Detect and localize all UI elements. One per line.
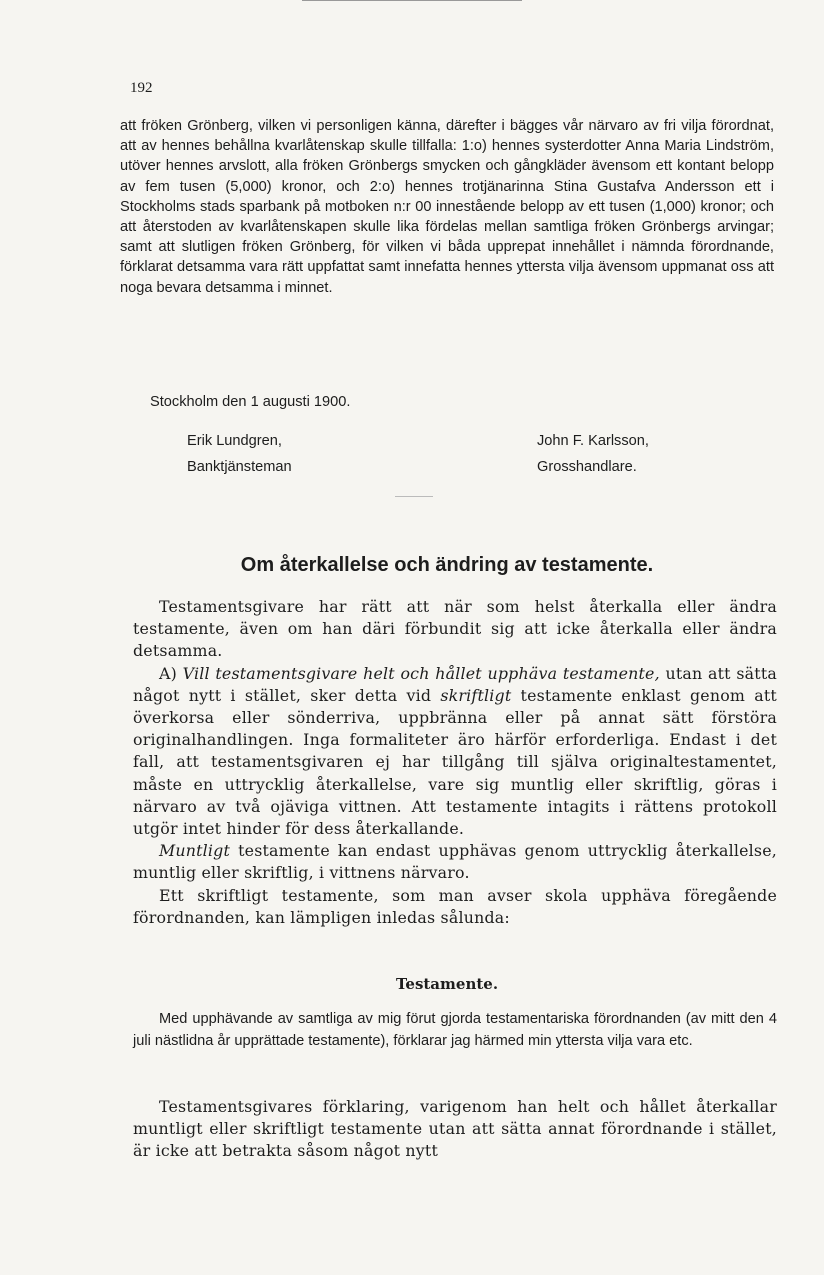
letter-body xyxy=(120,116,774,298)
section-heading: Om återkallelse och ändring av testamente. xyxy=(240,554,654,576)
text-span: testamente enklast genom att överkorsa eller sönderriva, uppbränna eller på annat sätt förstöra originalhandlingen. Inga formaliteter äro härför erforderliga. Endast i det fall, att testamentsgivaren ej har tillgång till själva originaltestamentet, måste en uttrycklig återkallelse, vare sig muntlig eller skriftlig, göras i närvaro av två ojäviga vittnen. Att testamente intagits i rättens protokoll utgör intet hinder för dess återkallande. xyxy=(133,685,777,839)
signature-left-name: Erik Lundgren, xyxy=(187,433,282,449)
italic-word: skriftligt xyxy=(440,685,512,705)
text-span: utan att sätta något nytt i stället, sker detta vid xyxy=(133,663,777,705)
section-paragraph-3 xyxy=(133,840,777,884)
paragraph-label: A) xyxy=(159,663,177,683)
italic-word: Muntligt xyxy=(159,841,231,861)
signature-left-title: Banktjänsteman xyxy=(187,459,292,475)
section-paragraph-1: Testamentsgivare har rätt att när som helst återkalla eller ändra testamente, även om han däri förbundit sig att icke återkalla eller ändra detsamma. xyxy=(133,597,777,661)
top-rule xyxy=(302,0,522,1)
final-body xyxy=(133,1096,777,1163)
section-divider xyxy=(395,496,433,497)
example-body xyxy=(133,1008,777,1052)
signature-right xyxy=(537,428,649,480)
signature-right-title: Grosshandlare. xyxy=(537,459,637,475)
letter-paragraph: att fröken Grönberg, vilken vi personligen känna, därefter i bägges vår närvaro av fri vilja förordnat, att av hennes behållna kvarlåtenskap skulle tillfalla: 1:o) hennes systerdotter Anna Maria Lindström, utöver hennes arvslott, alla fröken Grönbergs smycken och gångkläder ävensom ett kontant belopp av fem tusen (5,000) kronor, och 2:o) hennes trotjänarinna Stina Gustafva Andersson ett i Stockholms stads sparbank på motboken n:r 00 innestående belopp av ett tusen (1,000) kronor; och att återstoden av kvarlåtenskapen skulle lika fördelas mellan samtliga fröken Grönbergs arvingar; samt att slutligen fröken Grönberg, för vilken vi båda upprepat innehållet i nämnda förordnande, förklarat detsamma vara rätt uppfattat samt innefatta hennes yttersta vilja ävensom uppmanat oss att noga bevara detsamma i minnet. xyxy=(120,118,774,296)
italic-phrase: Vill testamentsgivare helt och hållet upphäva testamente, xyxy=(182,663,660,683)
final-text: Testamentsgivares förklaring, varigenom han helt och hållet återkallar muntligt eller skriftligt testamente utan att sätta annat förordnande i stället, är icke att betrakta såsom något nytt xyxy=(133,1097,777,1161)
example-heading: Testamente. xyxy=(395,975,499,993)
section-body xyxy=(133,596,777,929)
section-paragraph-2 xyxy=(133,663,777,841)
example-text: Med upphävande av samtliga av mig förut gjorda testamentariska förordnanden (av mitt den 4 juli nästlidna år upprättade testamente), förklarar jag härmed min yttersta vilja vara etc. xyxy=(133,1011,777,1049)
signature-right-name: John F. Karlsson, xyxy=(537,433,649,449)
letter-closing: Stockholm den 1 augusti 1900. xyxy=(150,394,351,410)
section-paragraph-4: Ett skriftligt testamente, som man avser skola upphäva föregående förordnanden, kan lämpligen inledas sålunda: xyxy=(133,885,777,927)
signature-left xyxy=(187,428,292,480)
text-span: testamente kan endast upphävas genom uttrycklig återkallelse, muntlig eller skriftlig, i vittnens närvaro. xyxy=(133,841,777,883)
page-number: 192 xyxy=(130,80,153,96)
